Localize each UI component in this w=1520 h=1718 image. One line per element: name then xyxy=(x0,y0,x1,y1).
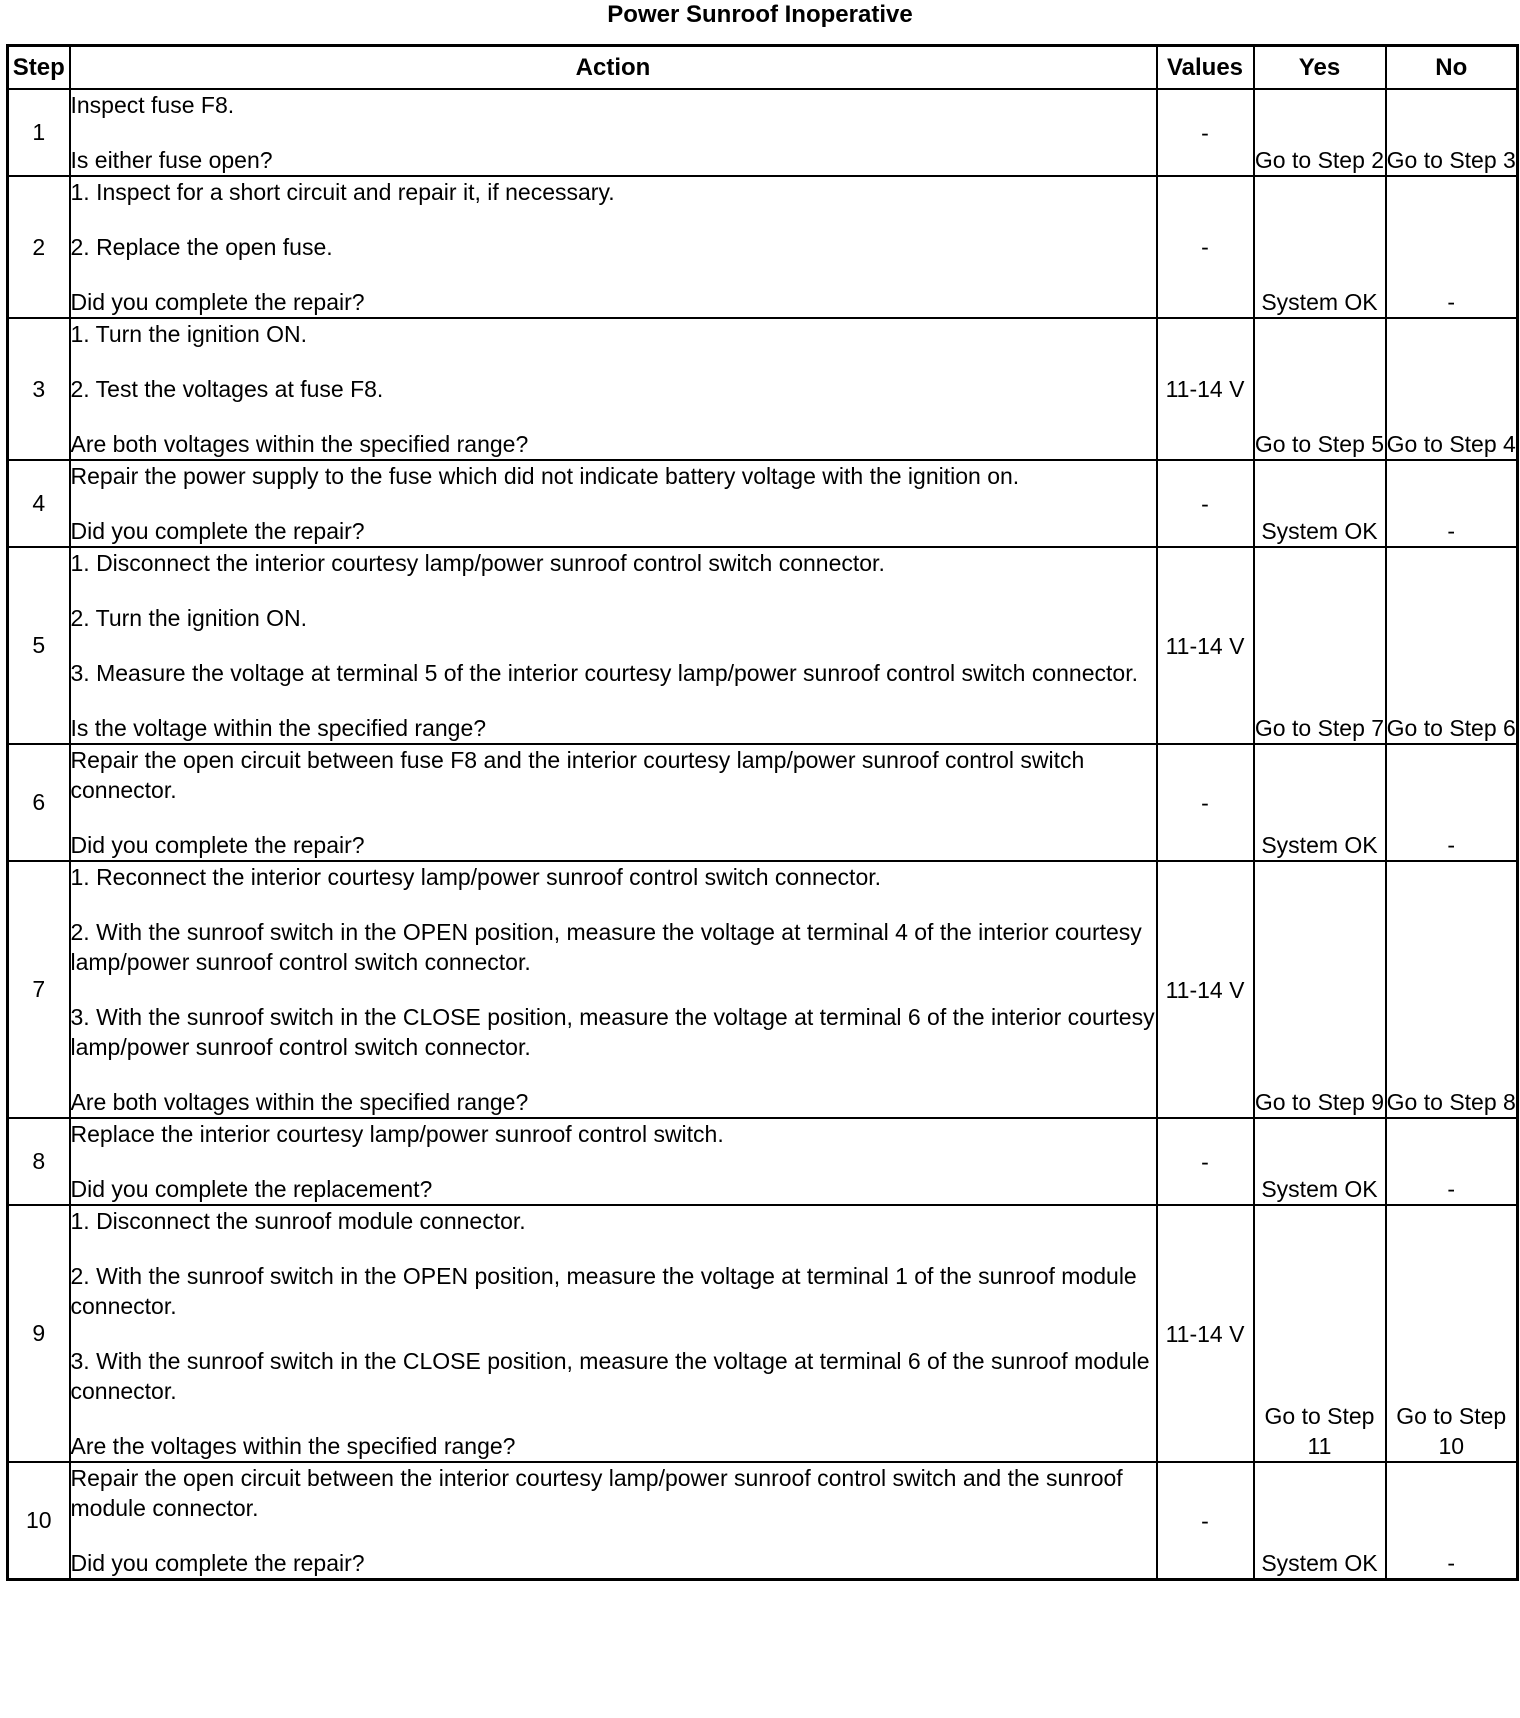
value-cell: 11-14 V xyxy=(1157,547,1254,744)
action-cell xyxy=(70,1118,1157,1205)
header-step: Step xyxy=(8,46,70,90)
action-line: Replace the interior courtesy lamp/power sunroof control switch. xyxy=(70,1121,724,1147)
header-action: Action xyxy=(70,46,1157,90)
action-line: Did you complete the repair? xyxy=(70,1550,365,1576)
value-cell: - xyxy=(1157,176,1254,318)
table-row xyxy=(8,1205,1518,1462)
no-cell: - xyxy=(1386,460,1518,547)
step-number: 8 xyxy=(8,1118,70,1205)
header-row xyxy=(8,46,1518,90)
action-line: 2. Test the voltages at fuse F8. xyxy=(70,376,384,402)
action-line: 1. Inspect for a short circuit and repair it, if necessary. xyxy=(70,179,615,205)
table-row xyxy=(8,89,1518,176)
table-row xyxy=(8,460,1518,547)
action-line: 2. With the sunroof switch in the OPEN position, measure the voltage at terminal 1 of the sunroof module connector. xyxy=(70,1263,1137,1319)
action-line: 1. Turn the ignition ON. xyxy=(70,321,308,347)
action-line: Did you complete the repair? xyxy=(70,832,365,858)
action-line: 1. Disconnect the sunroof module connector. xyxy=(70,1208,526,1234)
action-line: 3. With the sunroof switch in the CLOSE position, measure the voltage at terminal 6 of the sunroof module connector. xyxy=(70,1348,1150,1404)
action-line: Repair the open circuit between fuse F8 and the interior courtesy lamp/power sunroof control switch connector. xyxy=(70,747,1085,803)
value-cell: - xyxy=(1157,89,1254,176)
step-number: 3 xyxy=(8,318,70,460)
yes-cell: Go to Step 2 xyxy=(1254,89,1386,176)
page-title: Power Sunroof Inoperative xyxy=(607,1,913,28)
step-number: 9 xyxy=(8,1205,70,1462)
action-line: 1. Disconnect the interior courtesy lamp/power sunroof control switch connector. xyxy=(70,550,885,576)
header-yes: Yes xyxy=(1254,46,1386,90)
value-cell: 11-14 V xyxy=(1157,318,1254,460)
step-number: 7 xyxy=(8,861,70,1118)
value-cell: 11-14 V xyxy=(1157,1205,1254,1462)
yes-cell: System OK xyxy=(1254,744,1386,861)
table-row xyxy=(8,861,1518,1118)
action-line: 3. Measure the voltage at terminal 5 of the interior courtesy lamp/power sunroof control switch connector. xyxy=(70,660,1138,686)
action-line: 2. Replace the open fuse. xyxy=(70,234,333,260)
yes-cell: Go to Step 9 xyxy=(1254,861,1386,1118)
yes-cell: Go to Step 11 xyxy=(1254,1205,1386,1462)
table-row xyxy=(8,1118,1518,1205)
value-cell: - xyxy=(1157,744,1254,861)
step-number: 5 xyxy=(8,547,70,744)
value-cell: - xyxy=(1157,1462,1254,1580)
yes-cell: Go to Step 7 xyxy=(1254,547,1386,744)
action-cell xyxy=(70,89,1157,176)
header-no: No xyxy=(1386,46,1518,90)
no-cell: Go to Step 8 xyxy=(1386,861,1518,1118)
value-cell: - xyxy=(1157,1118,1254,1205)
yes-cell: Go to Step 5 xyxy=(1254,318,1386,460)
action-line: Inspect fuse F8. xyxy=(70,92,235,118)
yes-cell: System OK xyxy=(1254,1118,1386,1205)
no-cell: Go to Step 10 xyxy=(1386,1205,1518,1462)
action-line: 1. Reconnect the interior courtesy lamp/power sunroof control switch connector. xyxy=(70,864,882,890)
action-line: Is the voltage within the specified range? xyxy=(70,715,487,741)
action-line: Did you complete the replacement? xyxy=(70,1176,433,1202)
action-line: Are both voltages within the specified range? xyxy=(70,431,529,457)
value-cell: 11-14 V xyxy=(1157,861,1254,1118)
action-line: Repair the power supply to the fuse which did not indicate battery voltage with the ignition on. xyxy=(70,463,1020,489)
no-cell: Go to Step 4 xyxy=(1386,318,1518,460)
diagnostic-table xyxy=(6,44,1519,1581)
action-line: Repair the open circuit between the interior courtesy lamp/power sunroof control switch and the sunroof module connector. xyxy=(70,1465,1123,1521)
step-number: 2 xyxy=(8,176,70,318)
table-row xyxy=(8,744,1518,861)
no-cell: - xyxy=(1386,1462,1518,1580)
action-cell xyxy=(70,861,1157,1118)
yes-cell: System OK xyxy=(1254,176,1386,318)
no-cell: - xyxy=(1386,1118,1518,1205)
action-line: Are both voltages within the specified range? xyxy=(70,1089,529,1115)
action-cell xyxy=(70,318,1157,460)
action-cell xyxy=(70,744,1157,861)
action-cell xyxy=(70,176,1157,318)
action-line: Did you complete the repair? xyxy=(70,518,365,544)
no-cell: Go to Step 3 xyxy=(1386,89,1518,176)
action-cell xyxy=(70,1205,1157,1462)
action-line: 3. With the sunroof switch in the CLOSE position, measure the voltage at terminal 6 of the interior courtesy lamp/power sunroof control switch connector. xyxy=(70,1004,1155,1060)
action-cell xyxy=(70,460,1157,547)
action-line: Did you complete the repair? xyxy=(70,289,365,315)
yes-cell: System OK xyxy=(1254,460,1386,547)
no-cell: - xyxy=(1386,744,1518,861)
action-line: Is either fuse open? xyxy=(70,147,273,173)
table-body xyxy=(8,89,1518,1580)
action-line: Are the voltages within the specified range? xyxy=(70,1433,516,1459)
action-cell xyxy=(70,547,1157,744)
action-line: 2. Turn the ignition ON. xyxy=(70,605,308,631)
table-row xyxy=(8,318,1518,460)
step-number: 4 xyxy=(8,460,70,547)
no-cell: Go to Step 6 xyxy=(1386,547,1518,744)
step-number: 6 xyxy=(8,744,70,861)
no-cell: - xyxy=(1386,176,1518,318)
table-row xyxy=(8,176,1518,318)
table-row xyxy=(8,547,1518,744)
action-line: 2. With the sunroof switch in the OPEN position, measure the voltage at terminal 4 of the interior courtesy lamp/power sunroof control switch connector. xyxy=(70,919,1142,975)
step-number: 10 xyxy=(8,1462,70,1580)
table-row xyxy=(8,1462,1518,1580)
value-cell: - xyxy=(1157,460,1254,547)
action-cell xyxy=(70,1462,1157,1580)
yes-cell: System OK xyxy=(1254,1462,1386,1580)
step-number: 1 xyxy=(8,89,70,176)
header-values: Values xyxy=(1157,46,1254,90)
